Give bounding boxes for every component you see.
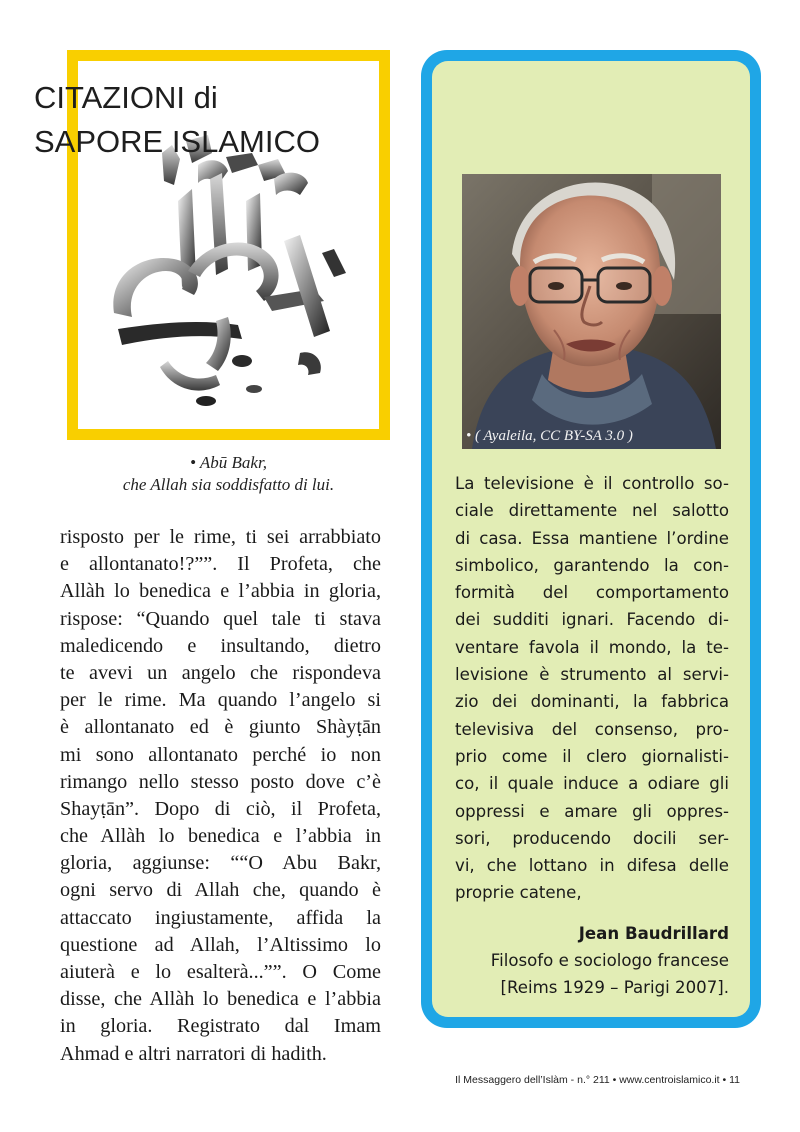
quote-line: proprie catene,	[455, 883, 582, 903]
author-name: Jean Baudrillard	[578, 924, 729, 943]
quote-line: oppressi e amare gli oppres-	[455, 801, 729, 821]
body-line: aiuterà e lo esalterà...””. O Come	[60, 961, 381, 983]
body-line: in gloria. Registrato dal Imam	[60, 1015, 381, 1038]
caption-line-2: che Allah sia soddisfatto di lui.	[122, 475, 335, 494]
author-role: Filosofo e sociologo francese	[490, 951, 729, 970]
body-line: rimango nello stesso posto dove c’è	[60, 770, 381, 793]
body-line: mi sono allontanato perché io non	[60, 743, 381, 766]
portrait-illustration	[462, 174, 721, 449]
quote-line: prio come il clero giornalisti-	[455, 746, 729, 766]
body-line: che Allàh lo benedica e l’abbia in	[60, 825, 381, 848]
quote-line: ciale direttamente nel salotto	[455, 501, 729, 521]
body-line: per le rime. Ma quando l’angelo si	[60, 689, 381, 712]
sidebar-title-line-2: SAPORE ISLAMICO	[34, 124, 320, 159]
author-dates: [Reims 1929 – Parigi 2007].	[500, 978, 729, 997]
quote-line: levisione è strumento al servi-	[455, 665, 729, 685]
body-line: Shayṭān”. Dopo di ciò, il Profeta,	[60, 797, 381, 820]
quote-line: formità del comportamento	[455, 583, 729, 603]
quote-line: simbolico, garantendo la con-	[455, 555, 729, 575]
quote-text	[455, 470, 729, 907]
body-line: rispose: “Quando quel tale ti stava	[60, 607, 381, 630]
body-line: maledicendo e insultando, dietro	[60, 634, 381, 657]
quote-line: televisiva del consenso, pro-	[455, 719, 729, 739]
body-line: te avevi un angelo che rispondeva	[60, 661, 381, 684]
portrait-photo	[462, 174, 721, 449]
quote-line: zio dei dominanti, la fabbrica	[455, 692, 729, 712]
quote-attribution	[440, 920, 729, 1001]
body-line: è allontanato ed è giunto Shàyṭān	[60, 716, 381, 739]
body-line: disse, che Allàh lo benedica e l’abbia	[60, 988, 381, 1011]
body-line: attaccato ingiustamente, affida la	[60, 906, 381, 929]
page-footer: Il Messaggero dell’Islàm - n.° 211 • www.centroislamico.it • 11	[455, 1074, 740, 1086]
quote-line: co, il quale induce a odiare gli	[455, 774, 729, 794]
figure-caption	[67, 452, 390, 496]
caption-line-1: • Abū Bakr,	[190, 453, 267, 472]
body-line: risposto per le rime, ti sei arrabbiato	[60, 526, 381, 548]
quote-line: sori, producendo docili ser-	[455, 828, 729, 848]
body-line: questione ad Allah, l’Altissimo lo	[60, 933, 381, 956]
quote-line: ventare favola il mondo, la te-	[455, 637, 729, 657]
body-line: gloria, aggiunse: ““O Abu Bakr,	[60, 852, 381, 875]
quote-line: vi, che lottano in difesa delle	[455, 856, 729, 876]
quote-line: dei sudditi ignari. Facendo di-	[455, 610, 729, 630]
photo-credit: • ( Ayaleila, CC BY-SA 3.0 )	[466, 428, 633, 444]
quote-line: La televisione è il controllo so-	[455, 474, 729, 493]
body-line: Ahmad e altri narratori di hadith.	[60, 1042, 327, 1065]
sidebar-title-line-1: CITAZIONI di	[34, 80, 218, 115]
body-line: ogni servo di Allah che, quando è	[60, 879, 381, 902]
article-body-text	[60, 524, 381, 1068]
body-line: e allontanato!?””. Il Profeta, che	[60, 553, 381, 576]
sidebar-title	[34, 76, 334, 164]
body-line: Allàh lo benedica e l’abbia in gloria,	[60, 580, 381, 603]
quote-line: di casa. Essa mantiene l’ordine	[455, 528, 729, 548]
